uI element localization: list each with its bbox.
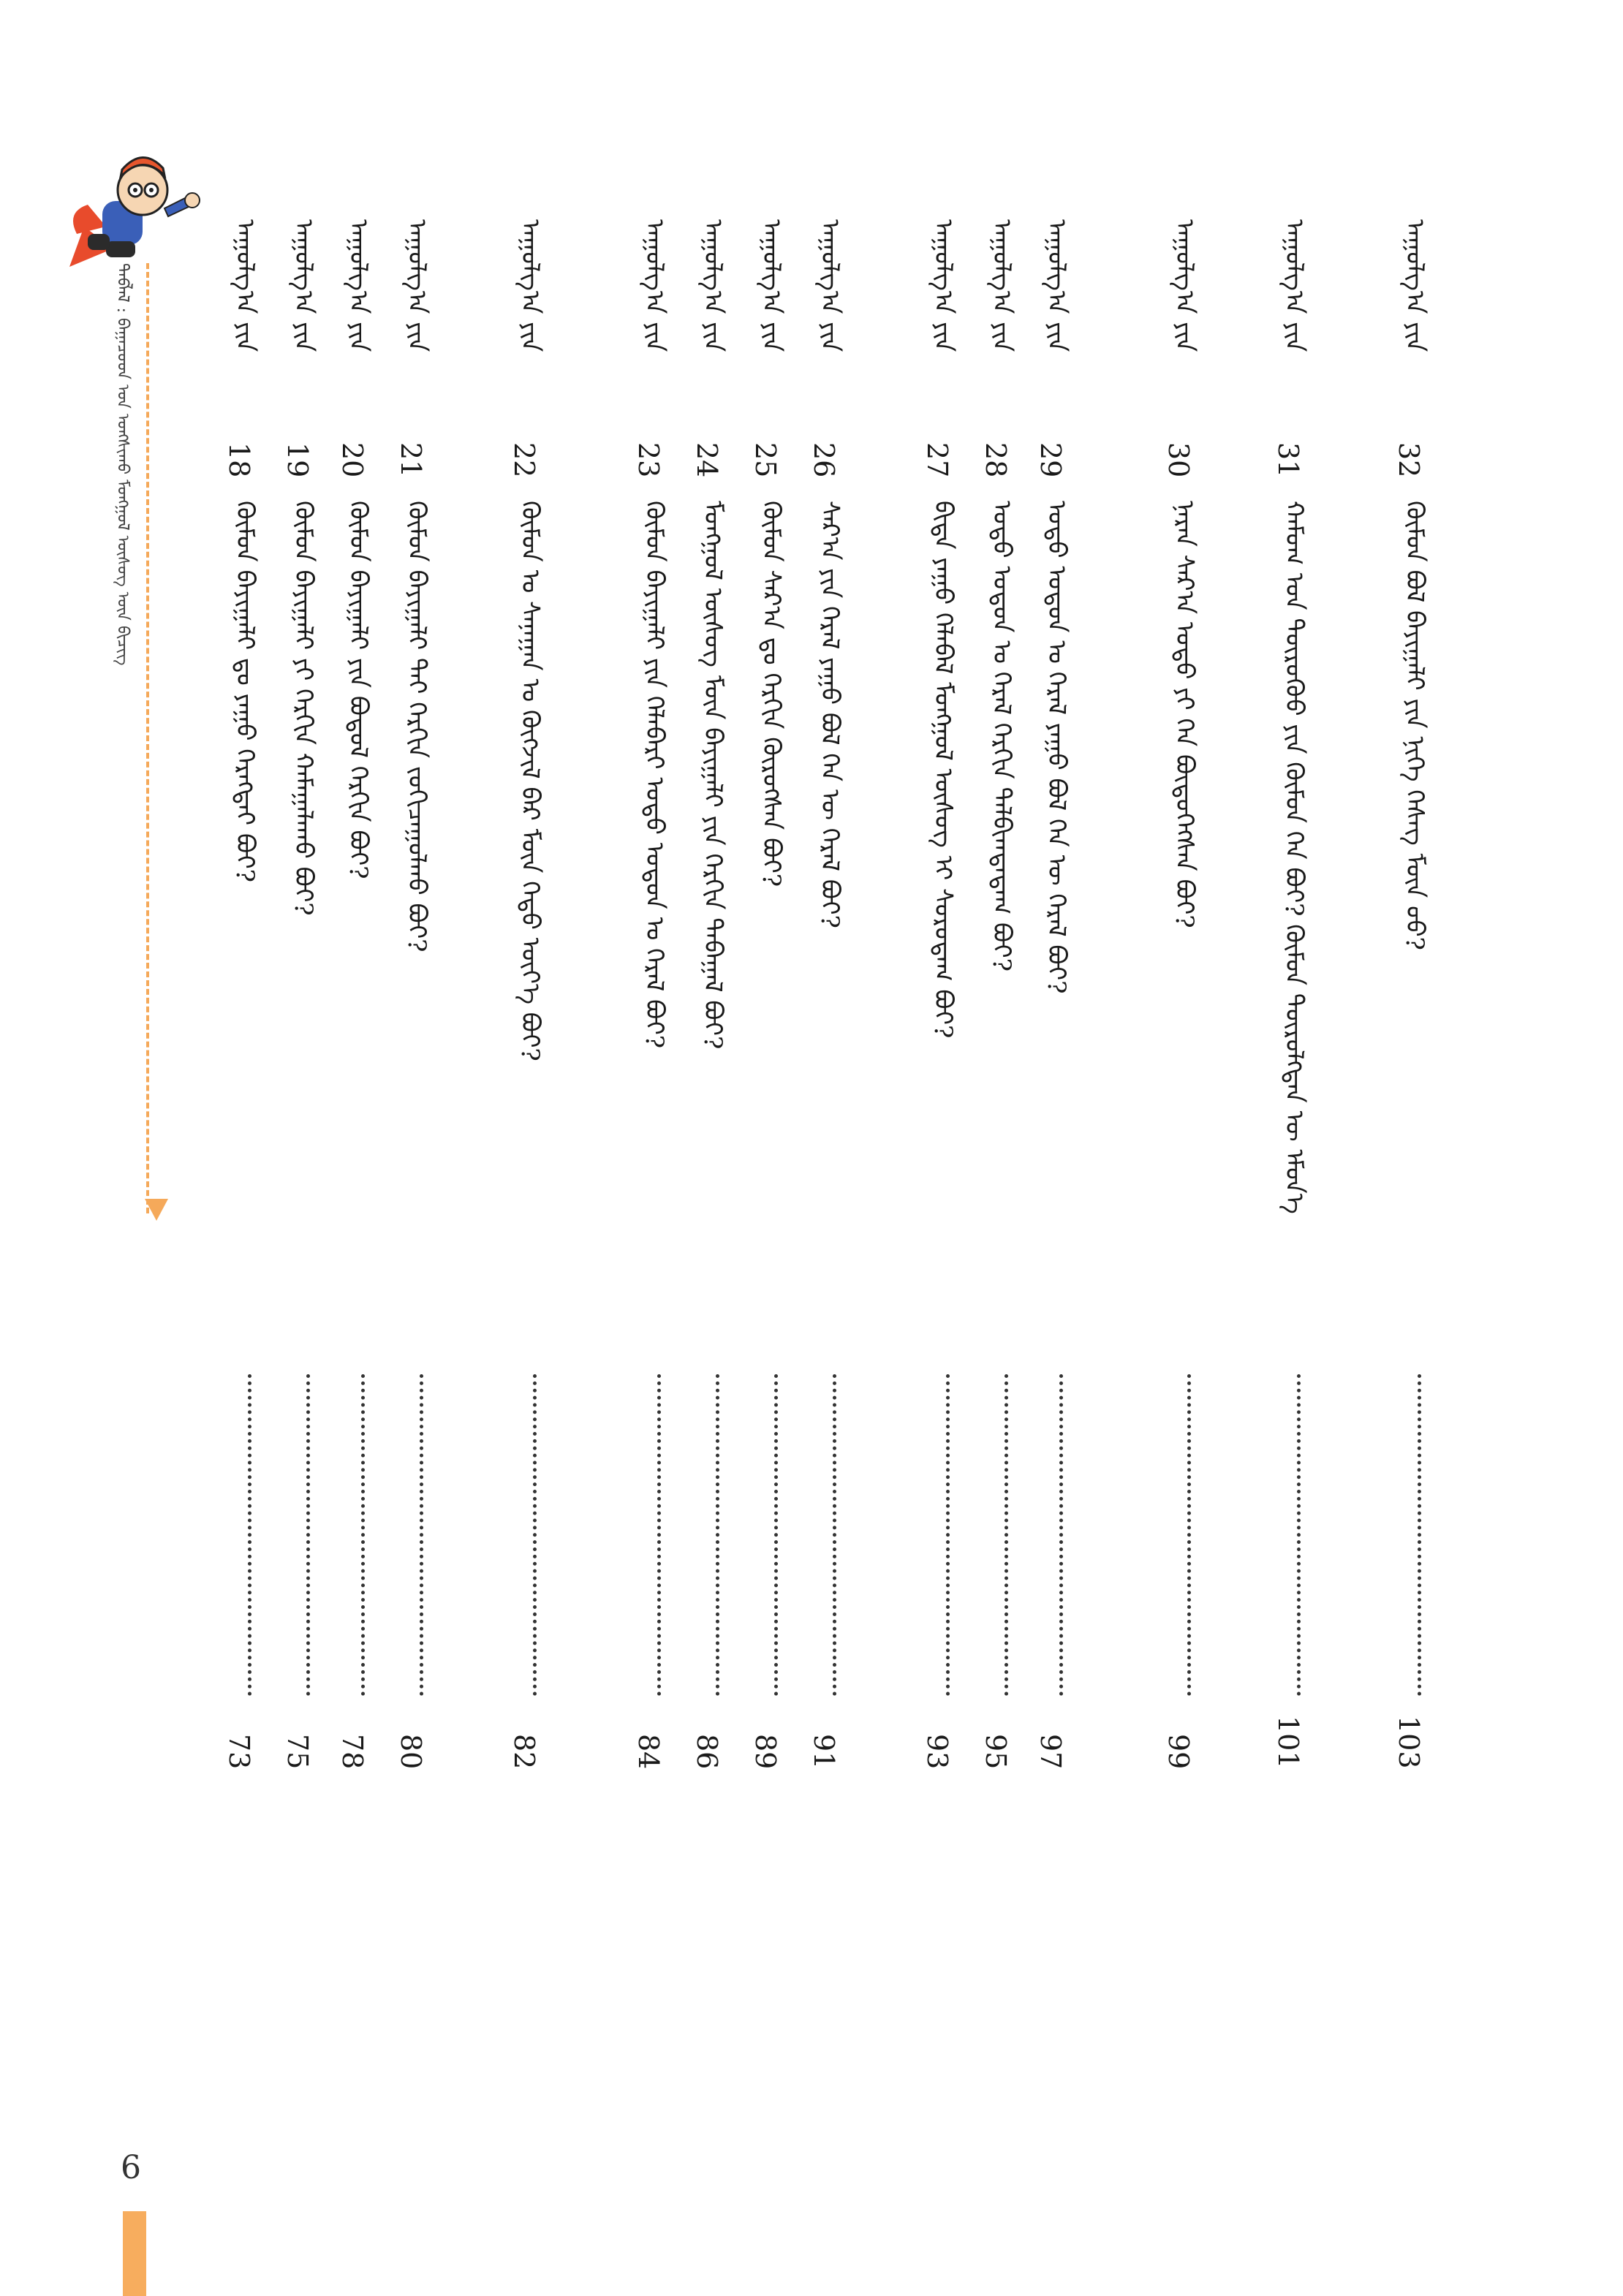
- toc-entry-page: 75: [281, 1733, 314, 1769]
- toc-entry[interactable]: [508, 219, 559, 1769]
- toc-dot-leader: [1005, 1374, 1008, 1696]
- toc-entry[interactable]: [1393, 219, 1444, 1769]
- toc-dot-leader: [361, 1374, 365, 1696]
- toc-entry-prefix: ᠠᠭᠤᠯᠭ᠎ᠠ ᠶᠢᠨ: [344, 219, 373, 352]
- toc-entry-title: ᠪᠢᠳᠡ ᠶᠠᠭᠤ ᠬᠡᠯᠡᠪᠡᠯ ᠮᠣᠩᠭᠣᠯ ᠦᠰᠦᠭ ᠢ ᠰᠤᠷᠤᠳᠠᠭ ᠪᠤᠢ?: [928, 501, 958, 1039]
- toc-entry[interactable]: [808, 219, 859, 1769]
- toc-dot-leader: [946, 1374, 950, 1696]
- orange-dashed-rule: [146, 263, 149, 1213]
- toc-entry-page: 103: [1393, 1716, 1425, 1769]
- toc-entry[interactable]: [632, 219, 684, 1769]
- toc-dot-leader: [420, 1374, 423, 1696]
- toc-dot-leader: [1187, 1374, 1191, 1696]
- toc-entry-page: 93: [921, 1733, 953, 1769]
- toc-entry-number: 32: [1393, 442, 1425, 478]
- toc-entry-page: 89: [749, 1733, 782, 1769]
- page-number: 6: [121, 2149, 141, 2186]
- toc-entry-prefix: ᠠᠭᠤᠯᠭ᠎ᠠ ᠶᠢᠨ: [1042, 219, 1071, 352]
- toc-entry-number: 27: [921, 442, 953, 478]
- toc-entry-prefix: ᠠᠭᠤᠯᠭ᠎ᠠ ᠶᠢᠨ: [698, 219, 727, 352]
- toc-entry-page: 84: [632, 1733, 665, 1769]
- toc-entry-number: 31: [1272, 442, 1304, 478]
- toc-dot-leader: [1297, 1374, 1301, 1696]
- toc-entry-number: 23: [632, 442, 665, 478]
- toc-entry-title: ᠬᠦᠮᠦᠨ ᠪᠠᠶᠢᠭᠠᠯᠢ ᠳᠤ ᠶᠠᠭᠤ ᠬᠡᠷᠡᠭᠲᠡᠢ ᠪᠤᠢ?: [230, 501, 260, 882]
- toc-entry-title: ᠬᠠᠮᠤᠭ ᠤᠨ ᠲᠦᠷᠦᠭᠦᠦ ᠶᠢᠨ ᠬᠦᠮᠦᠨ ᠬᠡᠨ ᠪᠤᠢ? ᠬᠦᠮᠦᠨ ᠲᠥᠷᠦᠯᠬᠲᠡᠨ ᠦ ᠡᠮᠦᠨ᠎ᠡ: [1279, 501, 1309, 1214]
- toc-entry-prefix: ᠠᠭᠤᠯᠭ᠎ᠠ ᠶᠢᠨ: [515, 219, 545, 352]
- toc-entry-page: 80: [395, 1733, 427, 1769]
- toc-entry-page: 86: [691, 1733, 723, 1769]
- toc-entry-prefix: ᠠᠭᠤᠯᠭ᠎ᠠ ᠶᠢᠨ: [230, 219, 260, 352]
- toc-entry-title: ᠬᠦᠮᠦᠨ ᠪᠠᠶᠢᠭᠠᠯᠢ ᠲᠠᠢ ᠬᠡᠷᠬᠢᠨ ᠵᠣᠬᠢᠴᠠᠭᠤᠯᠬᠤ ᠪᠤᠢ?: [402, 501, 431, 952]
- toc-entry-prefix: ᠠᠭᠤᠯᠭ᠎ᠠ ᠶᠢᠨ: [289, 219, 318, 352]
- toc-entry-number: 18: [223, 442, 255, 478]
- toc-entry-page: 78: [336, 1733, 368, 1769]
- toc-entry-title: ᠬᠦᠮᠦᠨ ᠪᠠᠶᠢᠭᠠᠯᠢ ᠶᠢᠨ ᠬᠡᠯᠡᠪᠡᠷᠢ ᠣᠳᠣ ᠣᠳᠣᠨ ᠤ ᠭᠡᠷᠡᠯ ᠪᠤᠢ?: [640, 501, 669, 1049]
- toc-entry-prefix: ᠠᠭᠤᠯᠭ᠎ᠠ ᠶᠢᠨ: [1400, 219, 1429, 352]
- toc-entry-page: 99: [1162, 1733, 1195, 1769]
- toc-entry-prefix: ᠠᠭᠤᠯᠭ᠎ᠠ ᠶᠢᠨ: [1279, 219, 1309, 352]
- toc-dot-leader: [306, 1374, 310, 1696]
- toc-entry[interactable]: [749, 219, 801, 1769]
- toc-entry[interactable]: [1162, 219, 1214, 1769]
- toc-entry-page: 91: [808, 1733, 840, 1769]
- orange-page-tab: [123, 2211, 146, 2296]
- toc-entry-number: 25: [749, 442, 782, 478]
- toc-entry-page: 73: [223, 1733, 255, 1769]
- toc-entry[interactable]: [921, 219, 972, 1769]
- toc-dot-leader: [533, 1374, 537, 1696]
- toc-entry-prefix: ᠠᠭᠤᠯᠭ᠎ᠠ ᠶᠢᠨ: [815, 219, 844, 352]
- toc-entry-number: 26: [808, 442, 840, 478]
- toc-entry-title: ᠬᠦᠮᠦᠨ ᠰᠠᠷ᠎ᠠ ᠳᠤ ᠬᠡᠷᠬᠢᠨ ᠬᠦᠷᠦᠭᠰᠡᠨ ᠪᠤᠢ?: [757, 501, 786, 887]
- toc-dot-leader: [833, 1374, 836, 1696]
- toc-dot-leader: [1059, 1374, 1063, 1696]
- toc-entry[interactable]: [691, 219, 742, 1769]
- toc-entry-page: 95: [980, 1733, 1012, 1769]
- toc-entry-title: ᠮᠣᠨᠭᠭᠣᠯ ᠦᠰᠦᠭ ᠮᠥᠨ ᠪᠠᠶᠢᠭᠠᠯᠢ ᠶᠢᠨ ᠬᠡᠷᠬᠢᠨ ᠳᠠᠪᠠᠭᠠᠯ ᠪᠤᠢ?: [698, 501, 727, 1050]
- toc-entry-prefix: ᠠᠭᠤᠯᠭ᠎ᠠ ᠶᠢᠨ: [757, 219, 786, 352]
- toc-entry-title: ᠬᠦᠮᠦᠨ ᠪᠠᠶᠢᠭᠠᠯᠢ ᠶᠢ ᠬᠡᠷᠬᠢᠨ ᠬᠠᠮᠠᠭᠠᠯᠠᠬᠤ ᠪᠤᠢ?: [289, 501, 318, 916]
- toc-entry-number: 28: [980, 442, 1012, 478]
- toc-entry-prefix: ᠠᠭᠤᠯᠭ᠎ᠠ ᠶᠢᠨ: [640, 219, 669, 352]
- orange-triangle-marker: [145, 1199, 168, 1221]
- toc-entry-number: 22: [508, 442, 540, 478]
- toc-entry-title: ᠣᠳᠣ ᠣᠳᠣᠨ ᠤ ᠭᠡᠷᠡᠯ ᠬᠡᠷᠬᠢᠨ ᠲᠠᠯᠪᠢᠭᠳᠠᠳᠠᠭ ᠪᠤᠢ?: [987, 501, 1016, 971]
- toc-entry-page: 101: [1272, 1716, 1304, 1769]
- toc-entry-number: 20: [336, 442, 368, 478]
- toc-dot-leader: [248, 1374, 251, 1696]
- toc-entry-prefix: ᠠᠭᠤᠯᠭ᠎ᠠ ᠶᠢᠨ: [987, 219, 1016, 352]
- toc-dot-leader: [716, 1374, 719, 1696]
- toc-entry-number: 19: [281, 442, 314, 478]
- toc-entry[interactable]: [223, 219, 274, 1769]
- toc-entry[interactable]: [281, 219, 333, 1769]
- toc-entry-page: 97: [1034, 1733, 1067, 1769]
- toc-entry-title: ᠰᠠᠷ᠎ᠠ ᠶᠢᠨ ᠭᠡᠷᠡᠯ ᠶᠠᠭᠤ ᠪᠣᠯ ᠬᠡᠨ ᠦ ᠭᠡᠷᠡᠯ ᠪᠤᠢ?: [815, 501, 844, 928]
- toc-entry[interactable]: [980, 219, 1031, 1769]
- toc-entry-title: ᠬᠦᠮᠦᠨ ᠪᠣᠯ ᠪᠠᠶᠢᠭᠠᠯᠢ ᠶᠢᠨ ᠨᠢᠭᠡ ᠬᠡᠰᠡᠭ ᠮᠥᠨ ᠦᠦ?: [1400, 501, 1429, 950]
- toc-entry-prefix: ᠠᠭᠤᠯᠭ᠎ᠠ ᠶᠢᠨ: [402, 219, 431, 352]
- toc-entry-title: ᠬᠦᠮᠦᠨ ᠪᠠᠶᠢᠭᠠᠯᠢ ᠶᠢᠨ ᠪᠣᠳᠣᠯ ᠬᠡᠷᠬᠢᠨ ᠪᠤᠢ?: [344, 501, 373, 879]
- toc-entry[interactable]: [336, 219, 387, 1769]
- toc-entry-page: 82: [508, 1733, 540, 1769]
- toc-dot-leader: [657, 1374, 661, 1696]
- toc-dot-leader: [774, 1374, 778, 1696]
- toc-entry-title: ᠣᠳᠣ ᠣᠳᠣᠨ ᠤ ᠭᠡᠷᠡᠯ ᠶᠠᠭᠤ ᠪᠣᠯ ᠬᠡᠨ ᠦ ᠭᠡᠷᠡᠯ ᠪᠤᠢ?: [1042, 501, 1071, 994]
- running-head: ᠲᠡᠪᠯᠡᠯ : ᠪᠠᠭᠠᠴᠤᠳ ᠤᠨ ᠤᠩᠰᠢᠬᠤ ᠮᠣᠩᠭᠣᠯ ᠦᠰᠦᠭ ᠦᠨ ᠪᠢᠴᠢᠭ: [113, 263, 132, 666]
- toc-entry-number: 21: [395, 442, 427, 478]
- toc-entry-title: ᠨᠠᠷᠠᠨ ᠰᠠᠷ᠎ᠠ ᠣᠳᠤ ᠶᠢ ᠬᠡᠨ ᠪᠦᠲᠦᠭᠡᠭᠰᠡᠨ ᠪᠤᠢ?: [1170, 501, 1199, 928]
- toc-entry-title: ᠬᠦᠮᠦᠨ ᠤ ᠰᠠᠨᠠᠭᠠᠨ ᠤ ᠬᠥᠭᠵᠢᠯ ᠪᠠᠷ ᠮᠥᠨ ᠬᠡᠳᠦ ᠦᠶ᠎ᠡ ᠪᠤᠢ?: [515, 501, 545, 1061]
- toc-entry-number: 24: [691, 442, 723, 478]
- toc-entry-prefix: ᠠᠭᠤᠯᠭ᠎ᠠ ᠶᠢᠨ: [1170, 219, 1199, 352]
- toc-entry[interactable]: [1272, 219, 1323, 1769]
- toc-entry-prefix: ᠠᠭᠤᠯᠭ᠎ᠠ ᠶᠢᠨ: [928, 219, 958, 352]
- toc-entry-number: 29: [1034, 442, 1067, 478]
- toc-entry[interactable]: [395, 219, 446, 1769]
- toc-entry[interactable]: [1034, 219, 1086, 1769]
- toc-entry-number: 30: [1162, 442, 1195, 478]
- superhero-mascot-illustration: [62, 139, 219, 274]
- toc-dot-leader: [1418, 1374, 1421, 1696]
